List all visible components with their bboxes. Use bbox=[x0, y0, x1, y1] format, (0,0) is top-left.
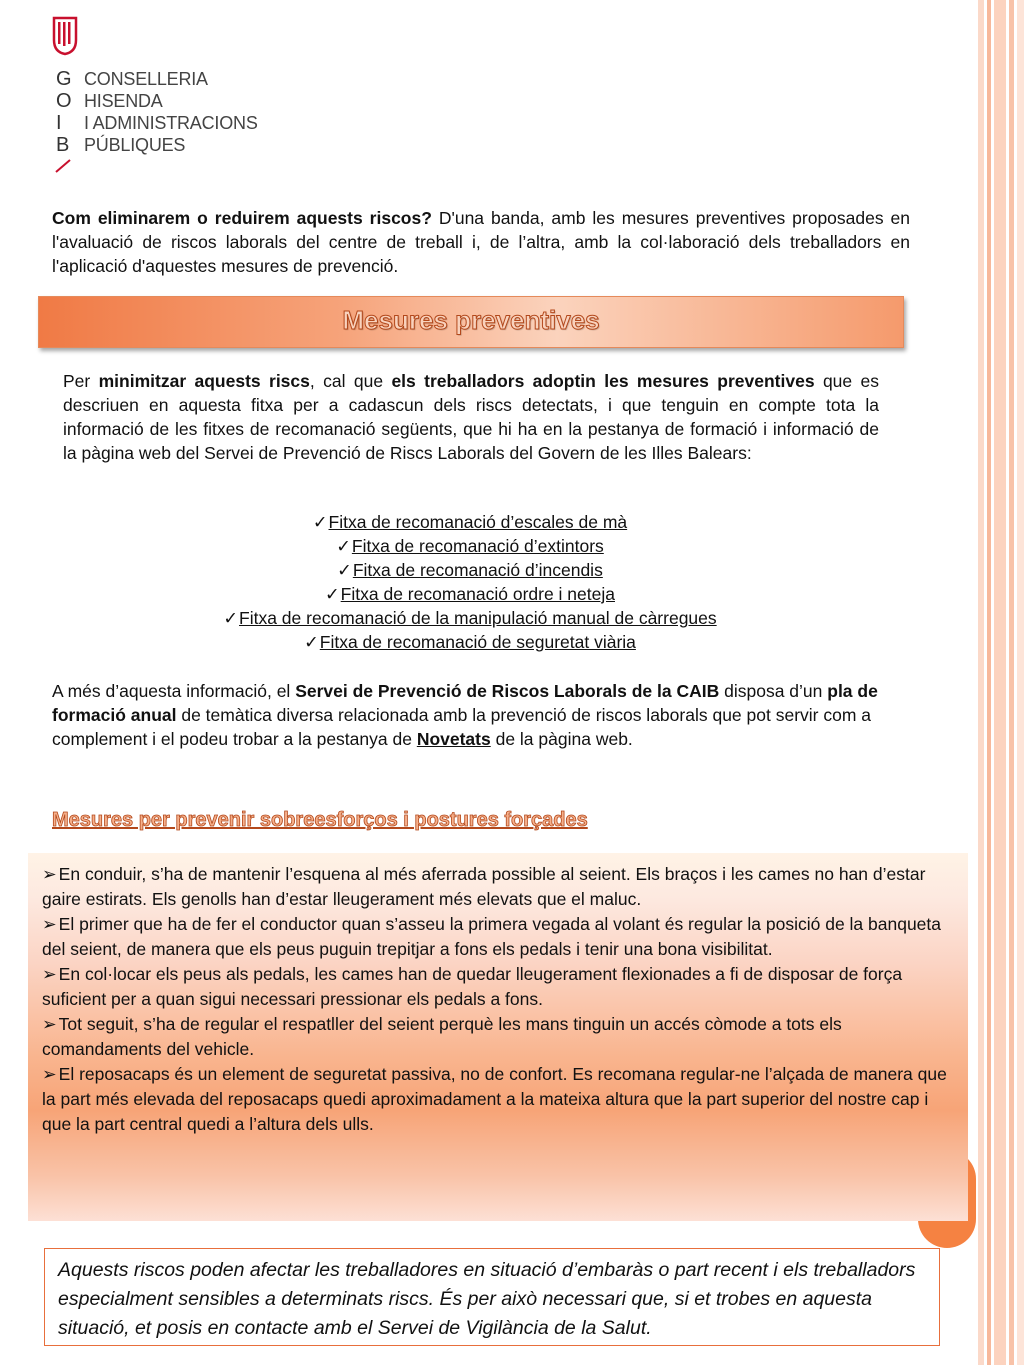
bold-run: els treballadors adoptin les mesures preventives bbox=[391, 371, 815, 391]
logo-word: I ADMINISTRACIONS bbox=[84, 113, 258, 133]
bold-run: pla de formació anual bbox=[52, 681, 878, 725]
checkmark-icon: ✓ bbox=[223, 608, 239, 628]
checkmark-icon: ✓ bbox=[336, 536, 351, 556]
link-ordre-neteja[interactable]: Fitxa de recomanació ordre i neteja bbox=[340, 584, 615, 604]
section-banner bbox=[38, 296, 904, 348]
list-item bbox=[42, 1062, 947, 1137]
link-incendis[interactable]: Fitxa de recomanació d’incendis bbox=[352, 560, 603, 580]
list-item bbox=[42, 962, 947, 1012]
text-run: de la pàgina web. bbox=[490, 729, 633, 749]
bold-run: Servei de Prevenció de Riscos Laborals de la CAIB bbox=[295, 681, 720, 701]
list-item bbox=[0, 630, 940, 654]
list-item bbox=[42, 912, 947, 962]
text-run: , cal que bbox=[309, 371, 392, 391]
logo-word: HISENDA bbox=[84, 91, 163, 111]
link-escales[interactable]: Fitxa de recomanació d’escales de mà bbox=[328, 512, 628, 532]
logo-word: CONSELLERIA bbox=[84, 69, 208, 89]
bullet-text: En conduir, s’ha de mantenir l’esquena al més aferrada possible al seient. Els braços i les cames no han d’estar gaire estirats. Els genolls han d’estar lleugerament més elevats que el maluc. bbox=[42, 864, 926, 909]
checkmark-icon: ✓ bbox=[312, 512, 328, 532]
bullet-text: El primer que ha de fer el conductor quan s’asseu la primera vegada al volant és regular la posició de la banqueta del seient, de manera que els peus puguin trepitjar a fons els pedals i tenir una bona visibilitat. bbox=[42, 914, 942, 959]
text-run: disposa d’un bbox=[719, 681, 828, 701]
arrow-bullet-icon: ➢ bbox=[42, 864, 57, 884]
arrow-bullet-icon: ➢ bbox=[42, 964, 57, 984]
logo-letter: B bbox=[56, 134, 70, 156]
list-item bbox=[42, 1012, 947, 1062]
measures-paragraph bbox=[63, 369, 879, 465]
novetats-link[interactable]: Novetats bbox=[416, 729, 491, 749]
link-manipulacio-carregues[interactable]: Fitxa de recomanació de la manipulació manual de càrregues bbox=[239, 608, 717, 628]
section-subheading: Mesures per prevenir sobreesforços i postures forçades bbox=[52, 809, 588, 831]
logo-word: PÚBLIQUES bbox=[84, 135, 186, 155]
bold-run: minimitzar aquests riscs bbox=[98, 371, 310, 391]
link-seguretat-viaria[interactable]: Fitxa de recomanació de seguretat viària bbox=[319, 632, 636, 652]
goib-logo bbox=[50, 14, 280, 184]
logo-letter: G bbox=[56, 68, 72, 90]
arrow-bullet-icon: ➢ bbox=[42, 914, 57, 934]
logo-letters bbox=[56, 68, 72, 156]
logo-letter: O bbox=[56, 90, 72, 112]
list-item bbox=[0, 606, 940, 630]
logo-words bbox=[84, 68, 258, 156]
list-item bbox=[0, 558, 940, 582]
recommendation-links bbox=[0, 510, 940, 654]
link-extintors[interactable]: Fitxa de recomanació d’extintors bbox=[351, 536, 604, 556]
arrow-bullet-icon: ➢ bbox=[42, 1014, 57, 1034]
logo-letter: I bbox=[56, 112, 62, 134]
checkmark-icon: ✓ bbox=[325, 584, 340, 604]
text-run: que es descriuen en aquesta fitxa per a cadascun dels riscs detectats, i que tenguin en compte tota la informació de les fitxes de recomanació següents, que hi ha en la pestanya de formació i informació de la pàgina web del Servei de Prevenció de Riscs Laborals del Govern de les Illes Balears: bbox=[63, 371, 879, 463]
coat-of-arms-icon bbox=[52, 16, 82, 56]
arrow-bullet-icon: ➢ bbox=[42, 1064, 57, 1084]
text-run: Per bbox=[63, 371, 99, 391]
note-text: Aquests riscos poden afectar les treballadores en situació d’embaràs o part recent i els treballadors especialment sensibles a determinats riscs. És per això necessari que, si et trobes en aquesta situació, et posis en contacte amb el Servei de Vigilància de la Salut. bbox=[58, 1259, 916, 1339]
list-item bbox=[42, 862, 947, 912]
intro-text: D'una banda, amb les mesures preventives proposades en l'avaluació de riscos laborals del centre de treball i, de l’altra, amb la col·laboració dels treballadors en l'aplicació d'aquestes mesures de prevenció. bbox=[52, 208, 910, 276]
list-item bbox=[0, 582, 940, 606]
bullet-text: En col·locar els peus als pedals, les cames han de quedar lleugerament flexionades a fi de disposar de força suficient per a quan sigui necessari pressionar els pedals a fons. bbox=[42, 964, 903, 1009]
training-paragraph bbox=[52, 679, 952, 751]
bullet-text: Tot seguit, s’ha de regular el respatller del seient perquè les mans tinguin un accés còmode a tots els comandaments del vehicle. bbox=[42, 1014, 842, 1059]
intro-paragraph bbox=[52, 206, 910, 278]
intro-question: Com eliminarem o reduirem aquests riscos? bbox=[52, 208, 432, 228]
text-run: de temàtica diversa relacionada amb la prevenció de riscos laborals que pot servir com a complement i el podeu trobar a la pestanya de bbox=[52, 705, 871, 749]
bullet-text: El reposacaps és un element de seguretat passiva, no de confort. Es recomana regular-ne l’alçada de manera que la part més elevada del reposacaps quedi aproximadament a la mateixa altura que la part superior del nostre cap i que la part central quedi a l’altura dels ulls. bbox=[42, 1064, 947, 1134]
banner-title: Mesures preventives bbox=[342, 305, 600, 335]
logo-slash-icon bbox=[54, 156, 74, 176]
decorative-stripes bbox=[978, 0, 1024, 1365]
text-run: A més d’aquesta informació, el bbox=[52, 681, 296, 701]
checkmark-icon: ✓ bbox=[304, 632, 319, 652]
measures-list bbox=[42, 862, 947, 1137]
checkmark-icon: ✓ bbox=[337, 560, 352, 580]
list-item bbox=[0, 510, 940, 534]
list-item bbox=[0, 534, 940, 558]
